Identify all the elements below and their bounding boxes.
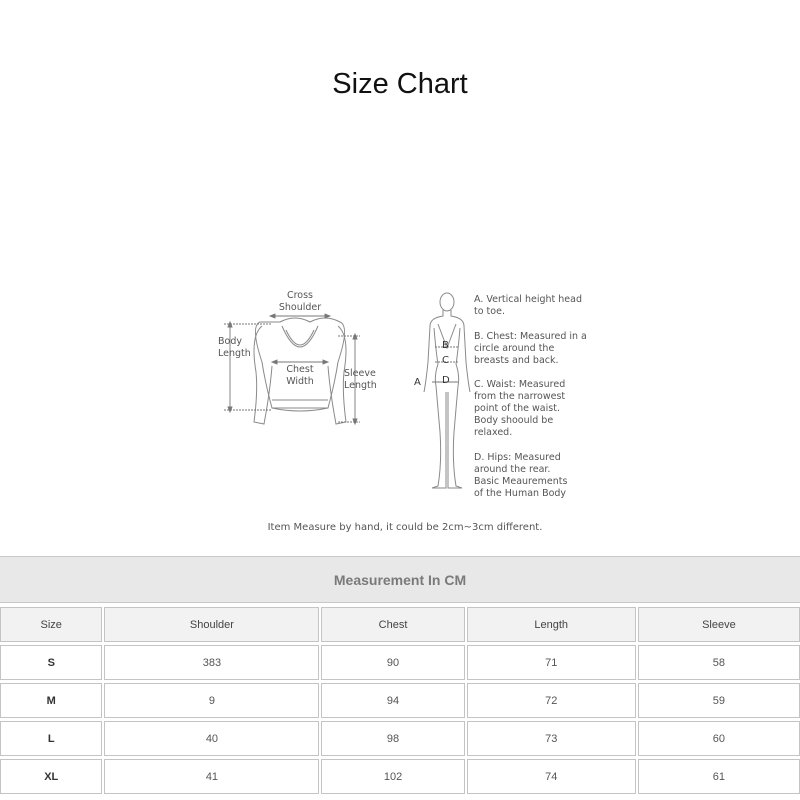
cell-sleeve: 59: [638, 683, 800, 718]
legend-b: B. Chest: Measured in a circle around the breasts and back.: [474, 331, 587, 366]
cell-length: 71: [467, 645, 636, 680]
size-table-section: [0, 556, 800, 800]
measurement-note: Item Measure by hand, it could be 2cm~3cm different.: [267, 522, 543, 533]
size-table: [0, 604, 800, 797]
header-shoulder: Shoulder: [104, 607, 319, 642]
cell-chest: 90: [321, 645, 464, 680]
table-row: [0, 759, 800, 794]
table-caption: Measurement In CM: [0, 556, 800, 603]
cell-length: 72: [467, 683, 636, 718]
cell-size: XL: [0, 759, 102, 794]
cell-length: 73: [467, 721, 636, 756]
table-row: [0, 721, 800, 756]
body-length-label: Body Length: [218, 336, 251, 359]
measurement-diagram: [210, 282, 600, 542]
cell-length: 74: [467, 759, 636, 794]
legend-c: C. Waist: Measured from the narrowest point of the waist. Body shoould be relaxed.: [474, 379, 566, 438]
cell-chest: 98: [321, 721, 464, 756]
table-row: [0, 645, 800, 680]
cell-size: M: [0, 683, 102, 718]
legend-d: D. Hips: Measured around the rear. Basic Meaurements of the Human Body: [474, 452, 568, 499]
cell-shoulder: 40: [104, 721, 319, 756]
human-figure-icon: [424, 293, 470, 488]
table-row: [0, 683, 800, 718]
cell-shoulder: 41: [104, 759, 319, 794]
cell-size: S: [0, 645, 102, 680]
header-sleeve: Sleeve: [638, 607, 800, 642]
letter-b: B: [442, 340, 449, 351]
page-title: Size Chart: [332, 68, 468, 100]
cell-shoulder: 383: [104, 645, 319, 680]
letter-a: A: [414, 377, 421, 388]
cross-shoulder-label: Cross Shoulder: [278, 290, 322, 313]
cell-sleeve: 61: [638, 759, 800, 794]
cell-chest: 94: [321, 683, 464, 718]
letter-d: D: [442, 375, 450, 386]
cross-shoulder-arrow: [270, 314, 330, 318]
chest-width-label: Chest Width: [286, 364, 314, 387]
header-size: Size: [0, 607, 102, 642]
legend-a: A. Vertical height head to toe.: [474, 294, 582, 317]
header-length: Length: [467, 607, 636, 642]
cell-size: L: [0, 721, 102, 756]
header-chest: Chest: [321, 607, 464, 642]
cell-chest: 102: [321, 759, 464, 794]
sleeve-length-label: Sleeve Length: [344, 368, 377, 391]
table-header-row: [0, 607, 800, 642]
cell-shoulder: 9: [104, 683, 319, 718]
cell-sleeve: 58: [638, 645, 800, 680]
letter-c: C: [442, 355, 449, 366]
cell-sleeve: 60: [638, 721, 800, 756]
